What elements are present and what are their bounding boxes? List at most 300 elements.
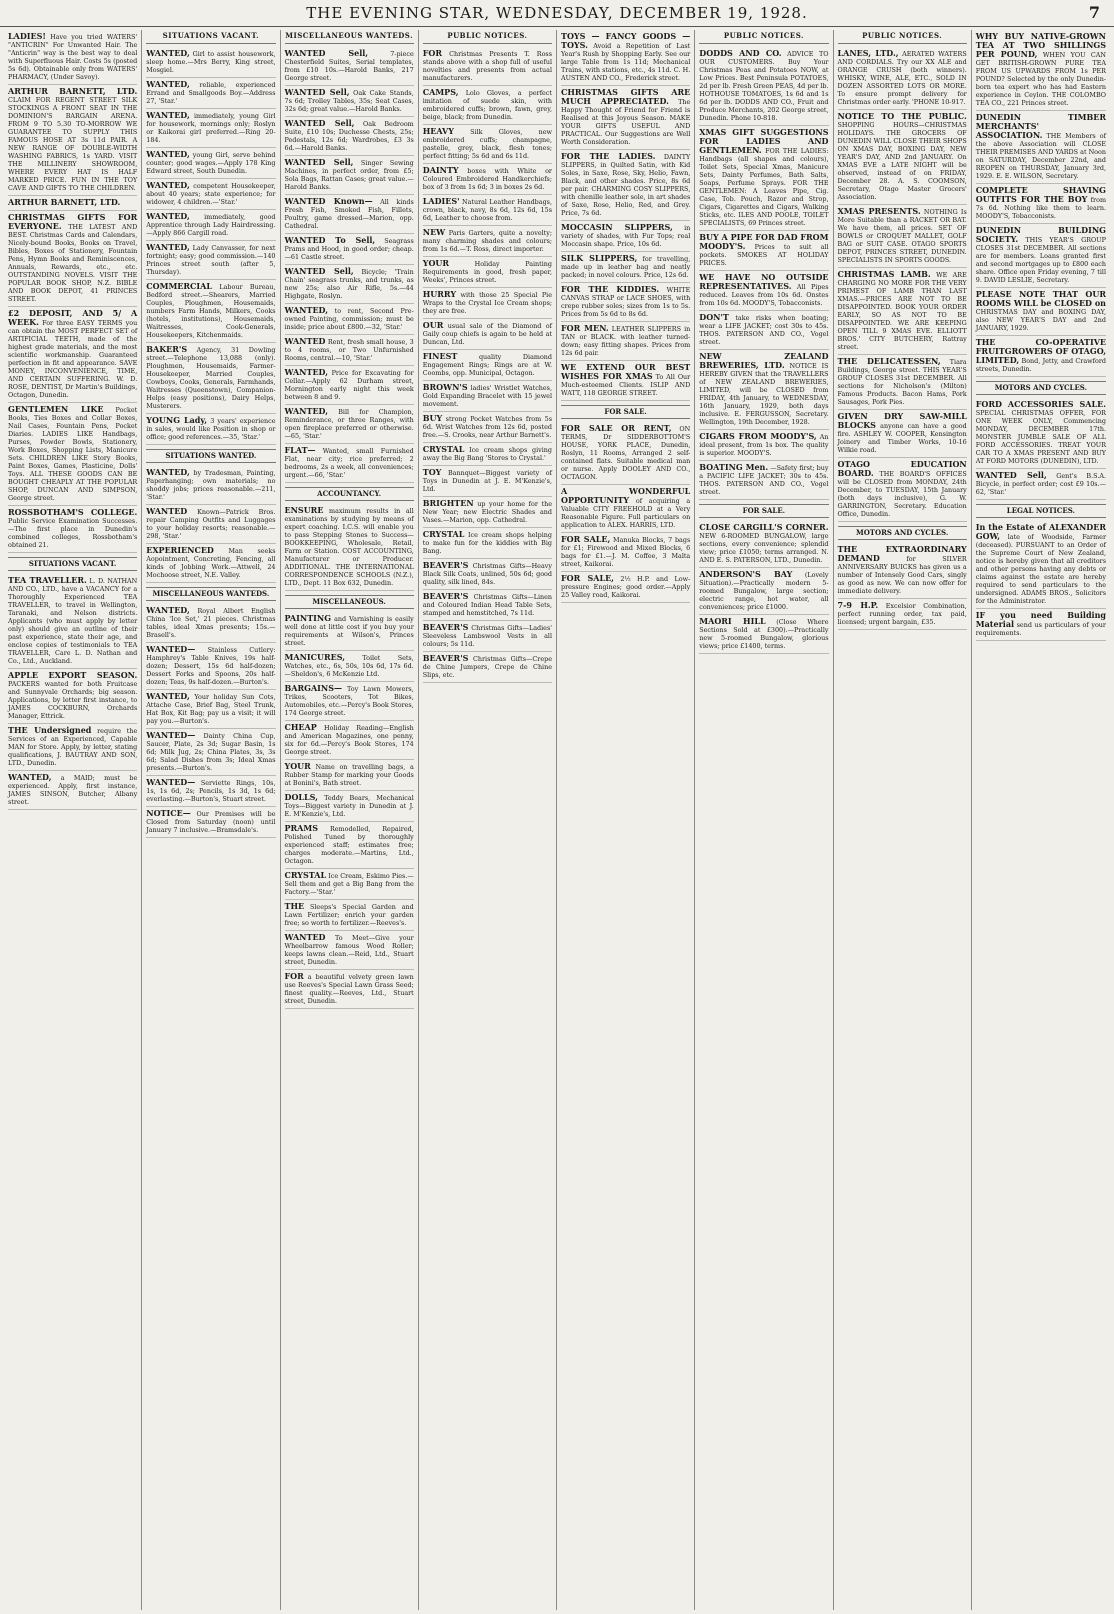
ad-text: SHOPPING HOURS—CHRISTMAS HOLIDAYS. THE GROCERS OF DUNEDIN WILL CLOSE THEIR SHOPS ON XMAS DAY, BOXING DAY, NEW YEAR'S DAY, AND 2nd JANUARY. On XMAS EVE a LATE NIGHT will be observed, instead of on FRIDAY, December 28. A. S. COOMSON, Secretary, Otago Master Grocers' Association. — [837, 121, 967, 201]
advertisement — [699, 430, 828, 461]
ad-lead: DON'T — [699, 312, 729, 322]
advertisement — [8, 574, 137, 669]
advertisement — [561, 150, 690, 221]
ad-lead: WANTED Sell, — [284, 118, 355, 128]
advertisement — [285, 822, 414, 869]
ad-lead: THE Undersigned — [8, 725, 92, 735]
ad-text: boxes with White or Coloured Embroidered Handkerchiefs; box of 3 from 1s 6d; 3 in boxes 2s 6d. — [422, 167, 552, 191]
ad-lead: TEA TRAVELLER. — [8, 575, 87, 585]
advertisement — [976, 336, 1106, 377]
advertisement — [8, 771, 137, 810]
ad-text: a MAID; must be experienced. Apply, first instance, JAMES SINSON, Butcher, Albany street. — [8, 774, 138, 806]
ad-text: Oak Cake Stands, 7s 6d; Trolley Tables, 35s; Seat Cases, 32s 6d; great value.—Harold Banks. — [284, 89, 414, 113]
ad-text: Your holiday Sun Cots, Attache Case, Brief Bag, Steel Trunk, Hat Box, Kit Bag; pay us a visit; it will pay you.—Burton's. — [146, 693, 276, 725]
advertisement — [423, 412, 552, 443]
ad-text: Bicycle; 'Train Chain' seagrass trunks, and trunks, as new 25s; also Air Rifle, 5s.—44 Highgate, Roslyn. — [284, 268, 414, 300]
advertisement — [146, 109, 275, 148]
ad-lead: WANTED, — [146, 48, 190, 58]
ad-lead: LADIES! — [8, 31, 46, 41]
section-heading: MOTORS AND CYCLES. — [838, 526, 967, 540]
ad-text: anyone can have a good fire. ASHLEY W. COOPER, Kensington Joinery and Timber Works, 10-16 Wilkie road. — [837, 422, 967, 454]
column-5 — [557, 30, 695, 1610]
ad-text: Agency, 31 Dowling street.—Telephone 13,088 (only). Ploughmen, Housemaids, Farmer-Housekeeper, Married Couples, Cowboys, Cooks, Generals, Farmhands, Waitresses (Queenstown), Companion-Helps (easy positions), Dairy Helps, Musterers. — [146, 346, 276, 410]
ad-lead: WANTED, — [146, 79, 190, 89]
ad-text: Stainless Cutlery: Hamphrey's Table Knives, 19s half-dozen; Dessert, 15s 6d half-dozen; Dessert Forks and Spoons, 20s half-dozen; Teas, 9s half-dozen.—Burton's. — [146, 646, 276, 686]
ad-lead: YOUNG Lady, — [146, 415, 208, 425]
advertisement — [285, 47, 414, 86]
ad-lead: CHEAP — [284, 722, 317, 732]
ad-lead: FOR SALE, — [561, 573, 614, 583]
section-heading: SITUATIONS VACANT. — [8, 557, 137, 571]
ad-text: Girl to assist housework, sleep home.—Mrs Berry, King street, Mosgiel. — [146, 50, 276, 74]
ad-lead: YOUR — [422, 258, 450, 268]
advertisement — [838, 110, 967, 205]
advertisement — [838, 599, 967, 630]
ad-text: THE Members of the above Association will CLOSE THEIR PREMISES AND YARDS at Noon on SATURDAY, December 22nd, and REOPEN on THURSDAY, January 3rd, 1929. E. E. WILSON, Secretary. — [975, 132, 1106, 180]
ad-lead: IF you need Building Material — [975, 610, 1106, 629]
ad-text: Singer Sewing Machines, in perfect order, from £5; Sola Bags, Rattan Cases; great value.—Harold Banks. — [284, 159, 414, 191]
advertisement — [423, 652, 552, 683]
ad-lead: NOTICE TO THE PUBLIC. — [837, 111, 967, 121]
ad-lead: FLAT— — [284, 445, 316, 455]
advertisement — [838, 410, 967, 458]
ad-lead: CHRISTMAS GIFTS ARE MUCH APPRECIATED. — [561, 87, 691, 106]
advertisement — [8, 196, 137, 211]
advertisement — [146, 807, 275, 838]
ad-lead: COMMERCIAL — [146, 281, 212, 291]
column-7 — [834, 30, 972, 1610]
ad-lead: NOTICE— — [146, 808, 191, 818]
ad-text: to rent, Second Pre-owned Painting, commission; must be inside; price about £800.—32, 'Star.' — [284, 307, 414, 331]
advertisement — [146, 604, 275, 643]
ad-text: (Close Where Sections Sold at £300).—Practically new 5-roomed Bungalow, glorious views; price £1400, terms. — [699, 618, 829, 650]
ad-lead: MANICURES, — [284, 652, 345, 662]
ad-lead: FOR SALE OR RENT, — [561, 423, 672, 433]
advertisement — [423, 590, 552, 621]
ad-lead: CIGARS FROM MOODY'S, — [699, 431, 817, 441]
ad-text: in variety of shades, with Fur Tops; real Moccasin shape. Price, 10s 6d. — [561, 224, 691, 248]
ad-lead: DOLLS, — [284, 792, 318, 802]
advertisement — [423, 47, 552, 86]
ad-text: WE ARE CHARGING NO MORE FOR THE VERY PRIMEST OF LAMB THAN LAST XMAS.—PRICES ARE NOT TO BE DISAPPOINTED. BOOK YOUR ORDER EARLY, SO AS NOT TO BE DISAPPOINTED. WE ARE KEEPING OPEN TILL 9 XMAS EVE. ELLIOTT BROS.' CITY BUTCHERY, Rattray street. — [837, 271, 967, 351]
advertisement — [8, 85, 137, 196]
advertisement — [285, 86, 414, 117]
ad-lead: OTAGO EDUCATION BOARD. — [837, 459, 967, 478]
ad-lead: MAORI HILL — [699, 616, 766, 626]
advertisement — [838, 268, 967, 355]
ad-lead: THE EXTRAORDINARY DEMAND — [837, 544, 967, 563]
advertisement — [285, 195, 414, 234]
advertisement — [146, 241, 275, 280]
ad-text: Toy Lawn Mowers, Trikes, Scooters, Tot Bikes, Automobiles, etc.—Percy's Book Stores, 174 George street. — [284, 685, 414, 717]
section-heading: SITUATIONS WANTED. — [146, 449, 275, 463]
ad-text: Serviette Rings, 10s, 1s, 1s 6d, 2s; Pencils, 1s 3d, 1s 6d; everlasting.—Burton's, Stuart street. — [146, 779, 276, 803]
ad-lead: HURRY — [422, 289, 457, 299]
advertisement — [8, 669, 137, 724]
section-heading: ACCOUNTANCY. — [285, 487, 414, 501]
column-heading: PUBLIC NOTICES. — [838, 30, 967, 44]
ad-text: Have you tried WATERS' "ANTICRIN" For Unwanted Hair. The "Anticrin" way is the best way to deal with Superfluous Hair. Costs 5s (posted 5s 6d). Obtainable only from WATERS' PHARMACY, (Under Savoy). — [8, 33, 138, 81]
ad-lead: GIVEN DRY SAW-MILL BLOCKS — [837, 411, 967, 430]
ad-text: DAINTY SLIPPERS, in Quilted Satin, with Kid Soles, in Saxe, Rose, Sky, Helio, Fawn, Black, and other shades. Price, 8s 6d per pair. CHARMING COSY SLIPPERS, with chenille leather sole, in art shades of Saxe, Rose, Helio, Red, and Grey. Price, 7s 6d. — [561, 153, 691, 217]
advertisement — [285, 791, 414, 822]
ad-lead: PLEASE NOTE THAT OUR ROOMS WILL be CLOSED on — [975, 289, 1106, 308]
advertisement — [423, 86, 552, 125]
ad-lead: COMPLETE SHAVING OUTFITS FOR THE BOY — [975, 185, 1106, 204]
ad-lead: WANTED, — [146, 211, 190, 221]
ad-text: for SILVER ANNIVERSARY BUICKS has given us a number of Intensely Good Cars, singly as good as new. We can now offer for immediate delivery. — [837, 555, 967, 595]
ad-text: of acquiring a Valuable CITY FREEHOLD at a Very Reasonable Figure. Full particulars on application to ALEX. HARRIS, LTD. — [561, 497, 691, 529]
ad-text: Royal Albert English China 'Ice Set,' 21 pieces. Christmas tables, ideal Xmas presents; 15s.—Brasell's. — [146, 607, 276, 639]
ad-lead: In the Estate of ALEXANDER GOW, — [975, 522, 1106, 541]
ad-text: THE BOARD'S OFFICES will be CLOSED from MONDAY, 24th December, to TUESDAY, 15th January (both days inclusive), G. W. GARRINGTON, Secretary. Education Office, Dunedin. — [837, 470, 967, 518]
ad-text: PACKERS wanted for both Fruitcase and Sunnyvale Orchards; big season. Applications, by letter first instance, to JAMES COCKBURN, Orchards Manager, Ettrick. — [8, 680, 138, 720]
column-heading: PUBLIC NOTICES. — [423, 30, 552, 44]
advertisement — [699, 47, 828, 126]
ad-text: Gent's B.S.A. Bicycle, in perfect order; cost £9 10s.—62, 'Star.' — [975, 472, 1106, 496]
column-heading: SITUATIONS VACANT. — [146, 30, 275, 44]
ad-text: Ice cream shops helping to make fun for the kiddies with Big Bang. — [422, 531, 552, 555]
ad-lead: WE HAVE NO OUTSIDE REPRESENTATIVES. — [699, 272, 829, 291]
ad-text: WHEN YOU CAN GET BRITISH-GROWN PURE TEA FROM US UPWARDS FROM 1s PER POUND? Selected by the only Dunedin-born tea expert who has had Eastern experience in Ceylon. THE COLOMBO TEA CO., 221 Princes street. — [975, 51, 1106, 107]
ad-lead: WANTED— — [146, 777, 196, 787]
ad-lead: NEW ZEALAND BREWERIES, LTD. — [699, 351, 829, 370]
ad-text: Remodelled, Repaired, Polished Tuned by thoroughly experienced staff; estimates free; charges moderate.—Martins, Ltd., Octagon. — [284, 825, 414, 865]
ad-lead: ARTHUR BARNETT, LTD. — [8, 86, 138, 96]
ad-lead: BAKER'S — [146, 344, 188, 354]
ad-lead: SILK SLIPPERS, — [561, 253, 638, 263]
advertisement — [285, 156, 414, 195]
ad-text: maximum results in all examinations by studying by means of expert coaching. I.C.S. will enable you to pass Stepping Stones to Success—BOOKKEEPING, Wholesale, Retail, Farm or Station. COST ACCOUNTING, Manufacturer or Producer. ADDITIONAL. THE INTERNATIONAL CORRESPONDENCE SCHOOLS (N.Z.), LTD., Dept. 11 Box 632, Dunedin. — [284, 507, 414, 587]
ad-text: Price for Excavating for Cellar.—Apply 62 Durham street, Mornington early night this week between 8 and 9. — [284, 369, 414, 401]
advertisement — [423, 528, 552, 559]
advertisement — [285, 234, 414, 265]
advertisement — [561, 322, 690, 361]
ad-lead: CHRISTMAS LAMB. — [837, 269, 931, 279]
ad-lead: XMAS GIFT SUGGESTIONS FOR LADIES AND GENTLEMEN. — [699, 127, 829, 155]
ad-text: Dainty China Cup, Saucer, Plate, 2s 3d; Sugar Basin, 1s 6d; Milk Jug, 2s; China Plates, 3s, 3s 6d; Salad Dishes from 3s; Ideal Xmas presents.—Burton's. — [146, 732, 276, 772]
ad-text: Teddy Bears, Mechanical Toys—Biggest variety in Dunedin at J. E. M'Kenzie's, Ltd. — [284, 794, 414, 818]
ad-lead: CAMPS, — [422, 87, 459, 97]
ad-text: THE LATEST AND BEST. Christmas Cards and Calendars, Nicely-bound Books, Books on Travel, Bibles, Boxes of Stationery, Fountain Pens, Hymn Books and Reminiscences, Annuals, Rewards, etc., etc. OUTSTANDING NOVELS. VISIT THE POPULAR BOOK SHOP, N.Z. BIBLE AND BOOK DEPOT, 41 PRINCES STREET. — [8, 223, 138, 303]
ad-lead: DUNEDIN TIMBER MERCHANTS' ASSOCIATION. — [975, 112, 1106, 140]
ad-lead: BEAVER'S — [422, 560, 469, 570]
ad-lead: TOYS — FANCY GOODS — TOYS. — [561, 31, 691, 50]
ad-text: Paris Garters, quite a novelty; many charming shades and colours; from 1s 6d.—T. Ross, direct importer. — [422, 229, 552, 253]
ad-lead: WANTED— — [146, 730, 196, 740]
advertisement — [976, 288, 1106, 336]
ad-text: ON TERMS, Dr SIDDERBOTTOM'S HOUSE, YORK PLACE, Dunedin, Roslyn, 11 Rooms, Arranged 2 self-contained flats. Suitable medical man or nurse. Apply DOOLEY AND CO., OCTAGON. — [561, 425, 691, 481]
ad-text: Avoid a Repetition of Last Year's Rush by Shopping Early. See our large Table from 1s 11d; Mechanical Trains, with stations, etc., 4s 11d. C. H. AUSTEN AND CO., Frederick street. — [561, 42, 691, 82]
ad-lead: £2 DEPOSIT, AND 5/ A WEEK. — [8, 308, 138, 327]
ad-text: CHRISTMAS DAY and BOXING DAY, also NEW YEAR'S DAY and 2nd JANUARY, 1929. — [975, 308, 1106, 332]
ad-lead: BEAVER'S — [422, 591, 469, 601]
ad-text: reliable, experienced Errand and Smallgoods Boy.—Address 27, 'Star.' — [146, 81, 276, 105]
advertisement — [146, 343, 275, 414]
ad-text: immediately, good Apprentice through Lady Hairdressing.—Apply 866 Cargill road. — [146, 213, 276, 237]
ad-text: All kinds Fresh Fish, Smoked Fish, Fillets, Poultry, game dressed—Marion, opp. Cathedral. — [284, 198, 414, 230]
advertisement — [838, 355, 967, 410]
ad-text: ladies' Wristlet Watches, Gold Expanding Bracelet with 15 jewel movement. — [422, 384, 552, 408]
ad-text: Toilet Sets, Watches, etc., 6s, 50s, 10s 6d, 17s 6d.—Sheldon's, 6 McKenzie Ltd. — [284, 654, 414, 678]
ad-text: (Lovely Situation).—Practically modern 5-roomed Bungalow, large section; electric range, hot water, all conveniences; price £1000. — [699, 571, 829, 611]
ad-lead: FOR — [422, 48, 443, 58]
ad-text: Ice Cream, Eskimo Pies.—Sell them and get a Big Bang from the Factory.—'Star.' — [284, 872, 414, 896]
advertisement — [285, 612, 414, 651]
ad-lead: ANDERSON'S BAY — [699, 569, 793, 579]
advertisement — [561, 533, 690, 572]
ad-lead: A WONDERFUL OPPORTUNITY — [561, 486, 691, 505]
ad-lead: WANTED— — [146, 644, 196, 654]
advertisement — [976, 398, 1106, 469]
ad-lead: WANTED, — [146, 691, 190, 701]
advertisement — [423, 443, 552, 466]
advertisement — [423, 226, 552, 257]
advertisement — [285, 900, 414, 931]
ad-lead: WANTED, — [146, 149, 190, 159]
ad-text: Our Premises will be Closed from Saturday (noon) until January 7 inclusive.—Bramsdale's. — [146, 810, 276, 834]
ad-lead: BUY A PIPE FOR DAD FROM MOODY'S. — [699, 232, 829, 251]
column-2 — [142, 30, 280, 1610]
column-heading: PUBLIC NOTICES. — [699, 30, 828, 44]
ad-text: require the Services of an Experienced, Capable MAN for Store. Apply, by letter, stating qualifications, J. BAUTRAY AND SON, LTD., Dunedin. — [8, 727, 138, 767]
ad-lead: CHRISTMAS GIFTS FOR EVERYONE. — [8, 212, 138, 231]
ad-lead: LANES, LTD., — [837, 48, 899, 58]
advertisement — [146, 78, 275, 109]
ad-text: Name on travelling bags, a Rubber Stamp for marking your Goods at Bonini's, Bath street. — [284, 763, 414, 787]
ad-lead: WE EXTEND OUR BEST WISHES FOR XMAS — [561, 362, 691, 381]
advertisement — [976, 111, 1106, 184]
ad-text: Ice cream shops giving away the Big Bang 'Stores to Crystal.' — [422, 446, 552, 462]
ad-text: from 7s 6d. Nothing like them to learn. MOODY'S, Tobacconists. — [975, 196, 1106, 220]
advertisement — [423, 319, 552, 350]
ad-lead: GENTLEMEN LIKE — [8, 404, 104, 414]
ad-lead: YOUR — [284, 761, 311, 771]
ad-lead: LADIES' — [422, 196, 460, 206]
advertisement — [976, 609, 1106, 641]
ad-lead: WANTED, — [284, 305, 328, 315]
ad-lead: WANTED — [284, 932, 326, 942]
advertisement — [146, 690, 275, 729]
ad-text: The Happy Thought of Friend for Friend is Realised at this Joyous Season. MAKE YOUR GIFTS USEFUL AND PRACTICAL. Our Suggestions are Well Worth Consideration. — [561, 98, 691, 146]
advertisement — [285, 444, 414, 483]
advertisement — [699, 126, 828, 231]
advertisement — [699, 350, 828, 430]
column-1 — [4, 30, 142, 1610]
ad-text: Christmas Gifts—Crepe de Chine Jumpers, Crepe de Chine Slips, etc. — [422, 655, 552, 679]
ad-text: Silk Gloves, new embroidered cuffs; champagne, pastelle, grey, black, flesh tones; perfect fitting; 5s 6d and 6s 11d. — [422, 128, 552, 160]
ad-text: send us particulars of your requirements. — [975, 621, 1106, 637]
ad-lead: CRYSTAL — [284, 870, 327, 880]
ad-lead: DODDS AND CO. — [699, 48, 782, 58]
ad-lead: NEW — [422, 227, 446, 237]
advertisement — [699, 311, 828, 350]
ad-lead: WANTED Sell, — [975, 470, 1047, 480]
ad-text: AERATED WATERS AND CORDIALS. Try our XX ALE and ORANGE CRUSH (both winners). WHISKY, WINE, ALE, ETC., SOLD IN DOZEN ASSORTED LOTS OR MORE. To ensure prompt delivery for Christmas order early. 'PHONE 10-917. — [837, 50, 967, 106]
ad-text: All Pipes reduced. Leaves from 10s 6d. Onstes from 10s 6d. MOODY'S, Tobacconists. — [699, 283, 829, 307]
advertisement — [285, 405, 414, 444]
advertisement — [146, 505, 275, 544]
ad-lead: BOATING Men. — [699, 462, 769, 472]
advertisement — [561, 422, 690, 485]
advertisement — [285, 682, 414, 721]
advertisement — [838, 458, 967, 522]
ad-text: FOR THE LADIES: Handbags (all shapes and colours), Toilet Sets, Special Xmas, Manicure Sets, Dainty Perfumes, Bath Salts, Soaps, Perfume Sprays. FOR THE GENTLEMEN: A Leaves Pipe, Cig. Case, Tob. Pouch, Razor and Strop, Cigars, Cigarettes and Cigars, Walking Sticks, etc. ILES AND POOLE, TOILET SPECIALISTS, 69 Princes street. — [699, 147, 829, 227]
ad-lead: FOR — [284, 971, 304, 981]
ad-text: Manuka Blocks, 7 bags for £1; Firewood and Mixed Blocks, 6 bags for £1.—J. M. Coffee, 3 Malta street, Kaikorai. — [561, 536, 691, 568]
advertisement — [423, 350, 552, 381]
ad-lead: HEAVY — [422, 126, 454, 136]
ad-lead: THE DELICATESSEN, — [837, 356, 941, 366]
ad-text: with those 25 Special Pie Wraps to the Crystal Ice Cream shops; they are free. — [422, 291, 552, 315]
ad-text: Rent, fresh small house, 3 to 4 rooms, or Two Unfurnished Rooms, central.—10, 'Star.' — [284, 338, 414, 362]
advertisement — [285, 760, 414, 791]
advertisement — [285, 651, 414, 682]
advertisement — [8, 211, 137, 307]
advertisement — [146, 729, 275, 776]
ad-lead: CRYSTAL — [422, 529, 465, 539]
ad-text: Christmas Gifts—Heavy Black Silk Coats, unlined, 50s 6d; good quality, silk lined, 84s. — [422, 562, 552, 586]
ad-lead: WANTED, — [146, 180, 190, 190]
ad-text: Known—Patrick Bros. repair Camping Outfits and Luggages to your holiday resorts; reasonable.—298, 'Star.' — [146, 508, 276, 540]
ad-lead: BROWN'S — [422, 382, 468, 392]
ad-lead: TOY — [422, 467, 442, 477]
ad-text: Holiday Painting Requirements in good, fresh paper, Weeks', Princes street. — [422, 260, 552, 284]
ad-lead: PRAMS — [284, 823, 319, 833]
ad-text: L. D. NATHAN AND CO., LTD., have a VACANCY for a Thoroughly Experienced TEA TRAVELLER, to travel in Wellington, Taranaki, and Nelson districts. Applicants (who must apply by letter only) should give an outline of their past experience, state their age, and enclose copies of testimonials to TEA TRAVELLER, Care L. D. Nathan and Co., Ltd., Auckland. — [8, 577, 138, 665]
ad-text: SPECIAL CHRISTMAS OFFER, FOR ONE WEEK ONLY, Commencing MONDAY, DECEMBER 17th. MONSTER JUMBLE SALE OF ALL FORD ACCESSORIES. TREAT YOUR CAR TO A XMAS PRESENT AND BUY AT FORD MOTORS (DUNEDIN), LTD. — [975, 409, 1106, 465]
ad-text: NEW 6-ROOMED BUNGALOW, large sections, every convenience; splendid view; price £1050; terms arranged. N. AND E. S. PATERSON, LTD., Dunedin. — [699, 532, 829, 564]
ad-lead: XMAS PRESENTS. — [837, 206, 921, 216]
section-heading: FOR SALE. — [699, 504, 828, 518]
ad-lead: ARTHUR BARNETT, LTD. — [8, 197, 121, 207]
ad-lead: APPLE EXPORT SEASON. — [8, 670, 138, 680]
ad-lead: ENSURE — [284, 505, 324, 515]
advertisement — [285, 931, 414, 970]
advertisement — [561, 485, 690, 533]
ad-text: competent Housekeeper, about 40 years; state experience; for widower, 4 children.—'Star.' — [146, 182, 276, 206]
ad-text: young Girl, serve behind counter; good wages.—Apply 178 King Edward street, South Dunedin. — [146, 151, 276, 175]
column-4 — [419, 30, 557, 1610]
ad-text: CLAIM FOR REGENT STREET SILK STOCKINGS A FRONT SEAT IN THE DOMINION'S BARGAIN ARENA. FROM 9 TO 5.30 TO-MORROW WE GUARANTEE TO SUPPLY THIS FAMOUS HOSE AT 3s 11d PAIR. A NEW RANGE OF DOUBLE-WIDTH WASHING FABRICS, 1s YARD. VISIT THE MILLINERY SHOWROOM, WHERE EVERY HAT IS HALF MARKED PRICE. FUN IN THE TOY CAVE AND GIFTS TO THE CHILDREN. — [8, 96, 138, 192]
advertisement — [8, 724, 137, 771]
advertisement — [699, 568, 828, 615]
advertisement — [976, 184, 1106, 224]
ad-text: Natural Leather Handbags, crown, black, navy, 8s 6d, 12s 6d, 15s 6d, Leather to choose from. — [422, 198, 552, 222]
ad-text: take risks when boating; wear a LIFE JACKET; cost 30s to 45s. THOS. PATERSON AND CO., Vogel street. — [699, 314, 829, 346]
advertisement — [146, 544, 275, 583]
advertisement — [423, 466, 552, 497]
advertisement — [838, 543, 967, 599]
ad-text: strong Pocket Watches from 5s 6d. Wrist Watches from 12s 6d, posted free.—S. Crooks, near Arthur Barnett's. — [422, 415, 552, 439]
ad-lead: FOR THE LADIES. — [561, 151, 656, 161]
ad-lead: BEAVER'S — [422, 622, 469, 632]
advertisement — [561, 572, 690, 603]
ad-text: usual sale of the Diamond of Gaily coup chiefs is again to be held at Duncan, Ltd. — [422, 322, 552, 346]
page-number: 7 — [1088, 3, 1100, 22]
ad-text: up your home for the New Year; new Electric Shades and Vases.—Marion, opp. Cathedral. — [422, 500, 552, 524]
ad-lead: BRIGHTEN — [422, 498, 474, 508]
ad-text: Bill for Champion, Reminderance, or three Ranges, with open fireplace preferred or otherwise.—65, 'Star.' — [284, 408, 414, 440]
ad-lead: FOR SALE, — [561, 534, 611, 544]
advertisement — [423, 497, 552, 528]
ad-lead: WANTED, — [146, 242, 190, 252]
advertisement — [976, 30, 1106, 111]
ad-text: a beautiful velvety green lawn use Reeves's Special Lawn Grass Seed; finest quality.—Reeves, Ltd., Stuart street, Dunedin. — [284, 973, 414, 1005]
ad-text: 7-piece Chesterfield Suites, Serial templates, from £10 10s.—Harold Banks, 217 George street. — [284, 50, 414, 82]
advertisement — [976, 469, 1106, 500]
section-heading: MOTORS AND CYCLES. — [976, 381, 1106, 395]
ad-text: immediately, young Girl for housework, mornings only; Roslyn or Kaikorai girl preferred.—Ring 20-184. — [146, 112, 276, 144]
advertisement — [561, 361, 690, 401]
advertisement — [561, 283, 690, 322]
ad-text: Excelsior Combination, perfect running order, tax paid, licensed; urgent bargain, £35. — [837, 602, 967, 626]
ad-lead: WANTED, — [284, 367, 328, 377]
advertisement — [146, 280, 275, 343]
ad-text: NOTICE IS HEREBY GIVEN that the TRAVELLERS of NEW ZEALAND BREWERIES, LIMITED, will be CLOSED from FRIDAY, 4th January, to WEDNESDAY, 16th January, 1929, both days inclusive. E. FERGUSSON, Secretary. Wellington, 19th December, 1928. — [699, 362, 829, 426]
advertisement — [285, 366, 414, 405]
columns — [4, 30, 1110, 1610]
advertisement — [699, 461, 828, 500]
ad-text: Wanted, small Furnished Flat, near city; rice preferred; 2 bedrooms, 2s a week, all conveniences; urgent.—66, 'Star.' — [284, 447, 414, 479]
advertisement — [146, 148, 275, 179]
ad-lead: CRYSTAL — [422, 444, 465, 454]
ad-text: for travelling, made up in leather bag and neatly packed; in novel colours. Price, 12s 6d. — [561, 255, 691, 279]
advertisement — [146, 466, 275, 505]
ad-lead: WANTED To Sell, — [284, 235, 376, 245]
ad-text: Christmas Presents T. Ross stands above with a shop full of useful novelties and presents from actual manufacturers. — [422, 50, 552, 82]
advertisement — [699, 615, 828, 654]
masthead-title: THE EVENING STAR, WEDNESDAY, DECEMBER 19, 1928. — [306, 4, 808, 22]
advertisement — [699, 231, 828, 271]
advertisement — [699, 271, 828, 311]
advertisement — [976, 521, 1106, 609]
advertisement — [285, 335, 414, 366]
ad-text: THIS YEAR'S GROUP CLOSES 31st DECEMBER. All sections are for members. Loans granted first and second mortgages up to £800 each share. Office open Friday evening, 7 till 9. DAVID LESLIE, Secretary. — [975, 236, 1106, 284]
advertisement — [561, 221, 690, 252]
ad-lead: BUY — [422, 413, 443, 423]
advertisement — [146, 179, 275, 210]
advertisement — [146, 643, 275, 690]
advertisement — [285, 504, 414, 591]
ad-text: For three EASY TERMS you can obtain the MOST PERFECT SET of ARTIFICIAL TEETH, made of the highest grade materials, and the most scientific workmanship. Guaranteed perfection in fit and appearance. SAVE MONEY, INCONVENIENCE, TIME, AND CERTAIN SUFFERING. W. D. ROSE, DENTIST, Dr Martin's Buildings, Octagon, Dunedin. — [8, 319, 138, 399]
column-3 — [281, 30, 419, 1610]
ad-text: Oak Bedroom Suite, £10 10s; Duchesse Chests, 25s; Pedestals, 12s 6d; Wardrobes, £3 3s 6d.—Harold Banks. — [284, 120, 414, 152]
ad-text: LEATHER SLIPPERS in TAN or BLACK. with leather turned-down; easy fitting shapes. Prices from 12s 6d pair. — [561, 325, 691, 357]
ad-text: Lady Canvasser, for next fortnight; easy; good commission.—140 Princes street south (after 5, Thursday). — [146, 244, 276, 276]
ad-lead: OUR — [422, 320, 444, 330]
ad-lead: WANTED — [284, 336, 326, 346]
ad-text: Lolo Gloves, a perfect imitation of suede skin, with embroidered cuffs; brown, fawn, grey, beige, black; from Dunedin. — [422, 89, 552, 121]
advertisement — [285, 117, 414, 156]
ad-text: Bond, Jetty, and Crawford streets, Dunedin. — [975, 357, 1106, 373]
advertisement — [423, 164, 552, 195]
advertisement — [838, 205, 967, 268]
ad-text: To Meet—Give your Wheelbarrow famous Wood Roller; keeps lawns clean.—Reid, Ltd., Stuart street, Dunedin. — [284, 934, 414, 966]
column-heading: MISCELLANEOUS WANTEDS. — [285, 30, 414, 44]
ad-text: To All Our Much-esteemed Clients. ISLIP AND WATT, 118 GEORGE STREET. — [561, 373, 691, 397]
ad-lead: PAINTING — [284, 613, 332, 623]
advertisement — [146, 47, 275, 78]
ad-text: Tiara Buildings, George street. THIS YEAR'S GROUP CLOSES 31st DECEMBER. All sections for Nicholson's (Milton) Famous Products. Bacon Hams, Pork Sausages, Pork Pies. — [837, 358, 967, 406]
ad-lead: BEAVER'S — [422, 653, 469, 663]
ad-lead: 7-9 H.P. — [837, 600, 879, 610]
ad-lead: BARGAINS— — [284, 683, 342, 693]
ad-lead: WANTED Sell, — [284, 266, 354, 276]
advertisement — [285, 721, 414, 760]
ad-text: Prices to suit all pockets. SMOKES AT HOLIDAY PRICES. — [699, 243, 829, 267]
ad-lead: THE CO-OPERATIVE FRUITGROWERS OF OTAGO, LIMITED, — [975, 337, 1106, 365]
